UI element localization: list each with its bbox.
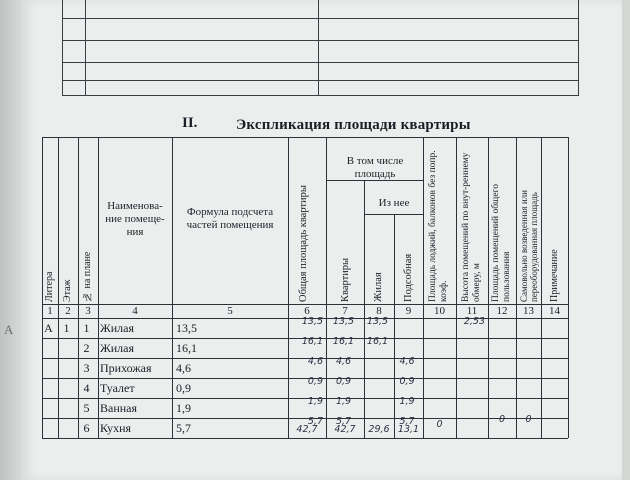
colnum-8: 8 (376, 305, 382, 317)
header-obshaya: Общая площадь квартиры (298, 185, 309, 302)
colnum-14: 14 (549, 305, 560, 317)
colnum-5: 5 (227, 305, 233, 317)
cell-kvartiry: 0,9 (335, 376, 352, 387)
cell-obshaya: 4,6 (307, 356, 323, 367)
colnum-10: 10 (434, 305, 445, 317)
total-obshaya: 42,7 (296, 424, 318, 435)
header-naim: Наименова-ние помеще-ния (105, 200, 165, 238)
cell-formula: 4,6 (176, 361, 191, 375)
cell-litera: А (44, 321, 53, 335)
cell-podsobnaya: 0,9 (399, 376, 415, 387)
cell-etazh: 1 (63, 321, 70, 335)
header-podsobnaya: Подсобная (403, 253, 414, 302)
header-vtomchisle: В том числе площадь (346, 155, 404, 180)
cell-zhilaya: 13,5 (366, 316, 389, 327)
cell-kvartiry: 1,9 (335, 396, 352, 407)
colnum-9: 9 (405, 305, 412, 317)
previous-table-fragment (62, 0, 579, 96)
cell-podsobnaya: 5,7 (399, 416, 415, 427)
colnum-13: 13 (523, 305, 534, 317)
header-iznee: Из нее (378, 197, 410, 209)
cell-kvartiry: 4,6 (335, 356, 352, 367)
cell-nomer: 1 (83, 321, 90, 335)
cell-name: Кухня (100, 421, 132, 435)
header-obshego: Площадь помещений общего пользования (491, 184, 512, 302)
cell-name: Прихожая (100, 361, 152, 375)
cell-formula: 1,9 (176, 401, 191, 415)
cell-kvartiry: 16,1 (332, 336, 355, 347)
cell-name: Туалет (100, 381, 135, 395)
header-formula: Формула подсчета частей помещения (186, 206, 274, 231)
page-binding-edge (0, 0, 22, 480)
cell-nomer: 4 (83, 381, 90, 395)
header-etazh: Этаж (62, 279, 73, 302)
header-vysota: Высота помещений по внут-реннему обмеру, м (461, 152, 482, 302)
cell-kvartiry: 5,7 (335, 416, 352, 427)
header-samovol: Самовольно возведенная или переоборудованная площадь (518, 190, 539, 302)
total-samovol: 0 (525, 414, 532, 425)
cell-podsobnaya: 1,9 (399, 396, 415, 407)
edge-mark: А (4, 322, 14, 337)
cell-nomer: 3 (83, 361, 90, 375)
cell-nomer: 6 (83, 421, 90, 435)
cell-podsobnaya: 4,6 (399, 356, 415, 367)
colnum-12: 12 (496, 305, 508, 317)
cell-obshaya: 5,7 (307, 416, 323, 427)
colnum-6: 6 (304, 305, 310, 317)
colnum-7: 7 (342, 305, 348, 317)
total-podsobnaya: 13,1 (397, 424, 420, 435)
total-obshego: 0 (498, 414, 506, 425)
colnum-4: 4 (132, 305, 138, 317)
cell-obshaya: 16,1 (301, 336, 323, 347)
cell-formula: 16,1 (176, 341, 197, 355)
total-kvartiry: 42,7 (334, 424, 356, 435)
cell-name: Ванная (100, 401, 138, 415)
cell-vysota: 2,53 (463, 316, 485, 327)
cell-nomer: 2 (83, 341, 90, 355)
cell-zhilaya: 16,1 (366, 336, 389, 347)
header-kvartiry: Квартиры (340, 257, 351, 302)
header-primechanie: Примечание (549, 249, 560, 302)
cell-formula: 13,5 (176, 321, 197, 335)
total-lodzhii: 0 (436, 419, 443, 430)
cell-name: Жилая (100, 321, 135, 335)
cell-obshaya: 0,9 (307, 376, 323, 387)
cell-formula: 5,7 (176, 421, 191, 435)
colnum-1: 1 (47, 305, 53, 317)
cell-obshaya: 13,5 (301, 316, 323, 327)
header-zhilaya: Жилая (373, 272, 384, 302)
cell-kvartiry: 13,5 (332, 316, 355, 327)
section-number: II. (182, 115, 198, 131)
cell-formula: 0,9 (176, 381, 191, 395)
colnum-11: 11 (466, 305, 478, 317)
cell-name: Жилая (100, 341, 135, 355)
colnum-3: 3 (85, 305, 91, 317)
colnum-2: 2 (65, 305, 71, 317)
cell-obshaya: 1,9 (307, 396, 323, 407)
header-litera: Литера (44, 271, 55, 302)
cell-nomer: 5 (83, 401, 90, 415)
header-lodzhii: Площадь лоджий, балконов без попр. коэф. (428, 150, 449, 302)
total-zhilaya: 29,6 (368, 424, 390, 435)
section-title: Экспликация площади квартиры (236, 117, 471, 133)
header-nomer: № на плане (82, 251, 93, 302)
